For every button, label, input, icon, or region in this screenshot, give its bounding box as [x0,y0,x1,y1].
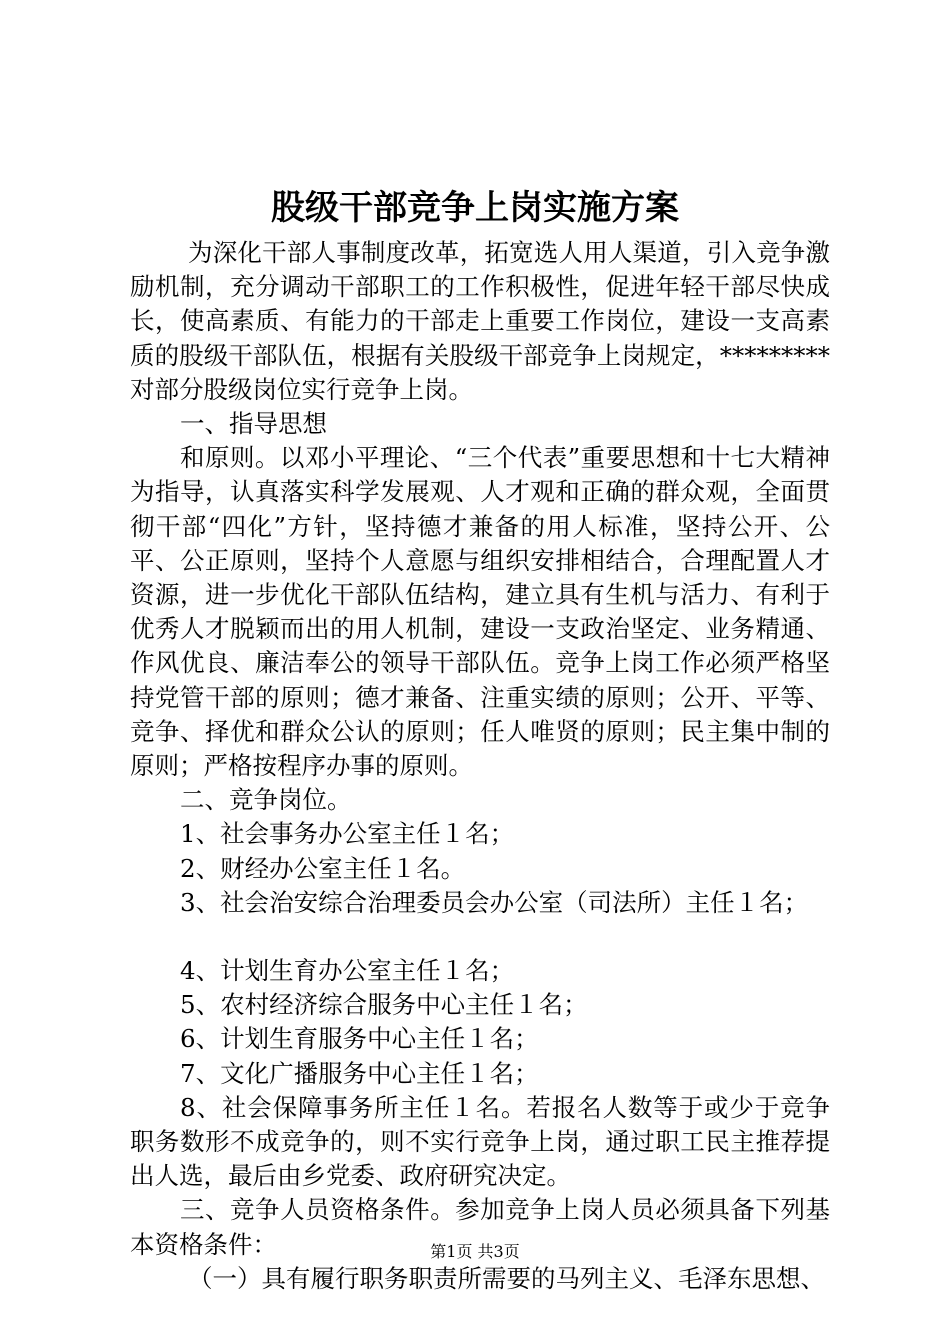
section3-paragraph: 三、竞争人员资格条件。参加竞争上岗人员必须具备下列基本资格条件： [130,1195,830,1259]
document-title: 股级干部竞争上岗实施方案 [271,188,679,228]
document-body [130,236,830,1296]
section2-heading: 二、竞争岗位。 [180,785,352,815]
position-item-4: 4、计划生育办公室主任１名； [180,956,515,986]
condition-1: （一）具有履行职务职责所需要的马列主义、毛泽东思想、 [188,1263,825,1293]
position-item-7: 7、文化广播服务中心主任１名； [180,1058,539,1088]
position-item-2: 2、财经办公室主任１名。 [180,853,466,883]
section1-heading: 一、指导思想 [180,409,327,439]
page-footer: 第1页 共3页 [430,1242,520,1261]
section1-paragraph: 和原则。以邓小平理论、“三个代表”重要思想和十七大精神为指导，认真落实科学发展观、人才观和正确的群众观，全面贯彻干部“四化”方针，坚持德才兼备的用人标准，坚持公开、公平、公正原则，坚持个人意愿与组织安排相结合，合理配置人才资源，进一步优化干部队伍结构，建立具有生机与活力、有利于优秀人才脱颖而出的用人机制，建设一支政治坚定、业务精通、作风优良、廉洁奉公的领导干部队伍。竞争上岗工作必须严格坚持党管干部的原则；德才兼备、注重实绩的原则；公开、平等、竞争、择优和群众公认的原则；任人唯贤的原则；民主集中制的原则；严格按程序办事的原则。 [130,443,830,781]
position-item-5: 5、农村经济综合服务中心主任１名； [180,990,588,1020]
position-item-8: 8、社会保障事务所主任１名。若报名人数等于或少于竞争职务数形不成竞争的，则不实行竞争上岗，通过职工民主推荐提出人选，最后由乡党委、政府研究决定。 [130,1092,830,1191]
position-item-1: 1、社会事务办公室主任１名； [180,819,515,849]
intro-paragraph: 为深化干部人事制度改革，拓宽选人用人渠道，引入竞争激励机制，充分调动干部职工的工作积极性，促进年轻干部尽快成长，使高素质、有能力的干部走上重要工作岗位，建设一支高素质的股级干部队伍，根据有关股级干部竞争上岗规定，*********对部分股级岗位实行竞争上岗。 [130,238,830,404]
position-item-6: 6、计划生育服务中心主任１名； [180,1024,539,1054]
blank-line [130,920,830,954]
position-item-3: 3、社会治安综合治理委员会办公室（司法所）主任１名； [180,887,809,917]
